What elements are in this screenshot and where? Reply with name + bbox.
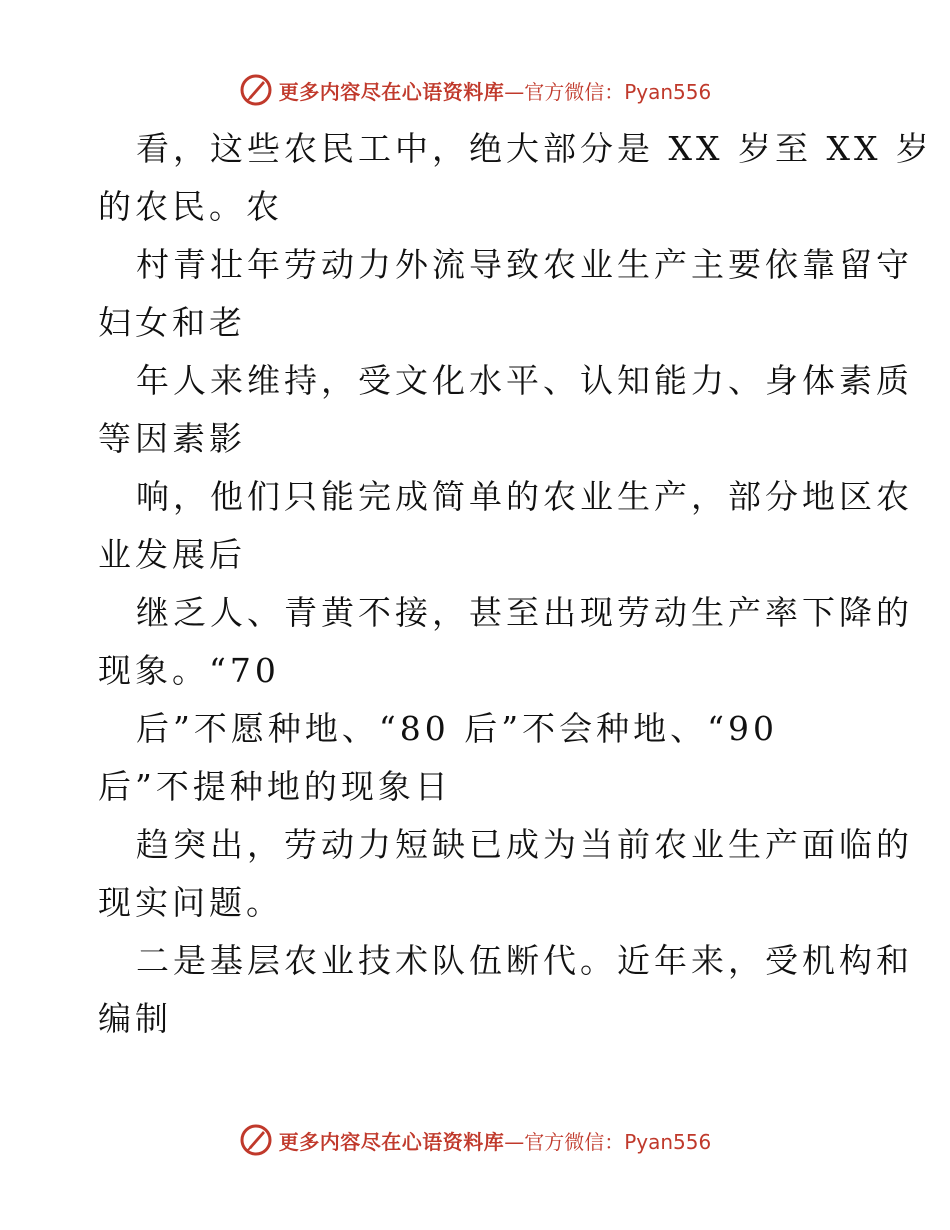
text-line: 响，他们只能完成简单的农业生产，部分地区农: [136, 477, 913, 516]
text-line: 趋突出，劳动力短缺已成为当前农业生产面临的: [136, 825, 913, 864]
watermark-contact-text: —官方微信：Pyan556: [504, 1129, 712, 1154]
text-line: 的农民。农: [98, 187, 283, 226]
text-line: 业发展后: [98, 535, 246, 574]
watermark-contact-text: —官方微信：Pyan556: [504, 79, 712, 104]
text-line: 后”不愿种地、“80 后”不会种地、“90: [136, 709, 778, 748]
watermark-main-text: 更多内容尽在心语资料库: [278, 1129, 505, 1154]
text-line: 妇女和老: [98, 303, 246, 342]
text-line: 村青壮年劳动力外流导致农业生产主要依靠留守: [136, 245, 913, 284]
text-line: 现实问题。: [98, 883, 283, 922]
footer-watermark: [0, 1120, 950, 1160]
text-line: 二是基层农业技术队伍断代。近年来，受机构和: [136, 941, 913, 980]
quill-logo-icon: [239, 73, 273, 107]
text-line: 现象。“70: [98, 651, 280, 690]
text-line: 继乏人、青黄不接，甚至出现劳动生产率下降的: [136, 593, 913, 632]
quill-logo-icon: [239, 1123, 273, 1157]
watermark-main-text: 更多内容尽在心语资料库: [278, 79, 505, 104]
document-body: [98, 120, 933, 1048]
text-line: 看，这些农民工中，绝大部分是 XX 岁至 XX 岁: [136, 129, 933, 168]
text-line: 后”不提种地的现象日: [98, 767, 452, 806]
text-line: 等因素影: [98, 419, 246, 458]
header-watermark: [0, 70, 950, 110]
text-line: 编制: [98, 999, 172, 1038]
text-line: 年人来维持，受文化水平、认知能力、身体素质: [136, 361, 913, 400]
